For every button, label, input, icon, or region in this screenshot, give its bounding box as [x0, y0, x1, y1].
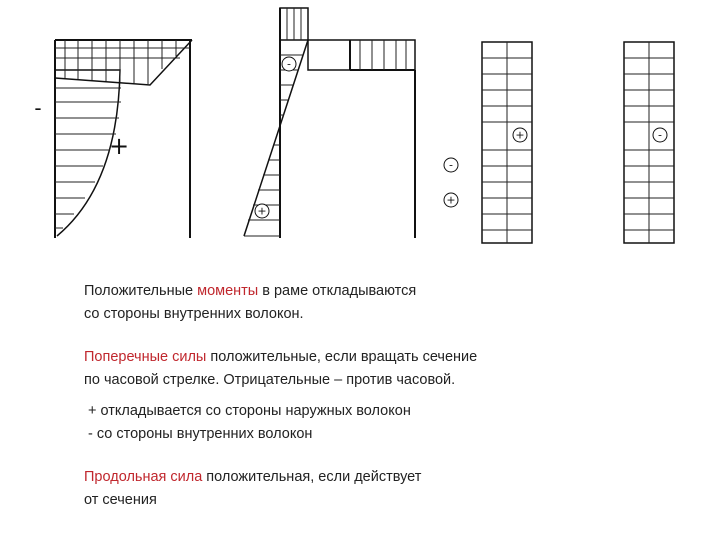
sign-rule-plus: + откладывается со стороны наружных волокон: [88, 403, 411, 419]
moments-rule-prefix: Положительные: [84, 283, 198, 299]
shear-rule-line-2: по часовой стрелке. Отрицательные – против часовой.: [84, 372, 456, 388]
normal-force-rule: [84, 466, 684, 512]
plus-badge-mid: [444, 193, 458, 207]
minus-badge-mid-text: -: [449, 158, 453, 172]
minus-badge-col2: [282, 57, 296, 71]
shear-rule-line-1: [84, 346, 684, 369]
explanation-notes: [84, 280, 684, 512]
normal-force-rule-suffix: положительная, если действует: [202, 469, 422, 485]
plus-badge-col2-text: +: [257, 204, 267, 218]
moments-rule-suffix: в раме откладываются: [258, 283, 417, 299]
moments-term: моменты: [197, 283, 259, 299]
moments-rule-line-2: со стороны внутренних волокон.: [84, 306, 304, 322]
sign-rule: [84, 400, 684, 446]
shear-rule: [84, 346, 684, 392]
shear-term: Поперечные силы: [84, 349, 207, 365]
moment-top-hatching: [55, 40, 190, 84]
plus-sign-left: +: [108, 132, 130, 160]
normal-force-rule-line-1: [84, 466, 684, 489]
minus-sign-left: -: [34, 96, 42, 120]
frame-diagrams: [0, 0, 720, 250]
normal-force-term: Продольная сила: [84, 469, 203, 485]
moments-rule-line-1: [84, 280, 684, 303]
moments-rule: [84, 280, 684, 326]
plus-badge-col3: [513, 128, 527, 142]
sign-rule-minus: - со стороны внутренних волокон: [88, 426, 313, 442]
shear-rule-suffix: положительные, если вращать сечение: [206, 349, 478, 365]
minus-badge-mid: [444, 158, 458, 172]
moment-diagram: [34, 40, 192, 238]
minus-badge-right: [653, 128, 667, 142]
plus-badge-col2: [255, 204, 269, 218]
shear-beam-hatching: [360, 40, 406, 70]
normal-force-diagram: [482, 42, 674, 243]
plus-badge-col3-text: +: [515, 128, 525, 142]
plus-badge-mid-text: +: [446, 193, 456, 207]
minus-badge-col2-text: -: [287, 57, 291, 71]
normal-force-rule-line-2: от сечения: [84, 492, 157, 508]
minus-badge-right-text: -: [658, 128, 662, 142]
